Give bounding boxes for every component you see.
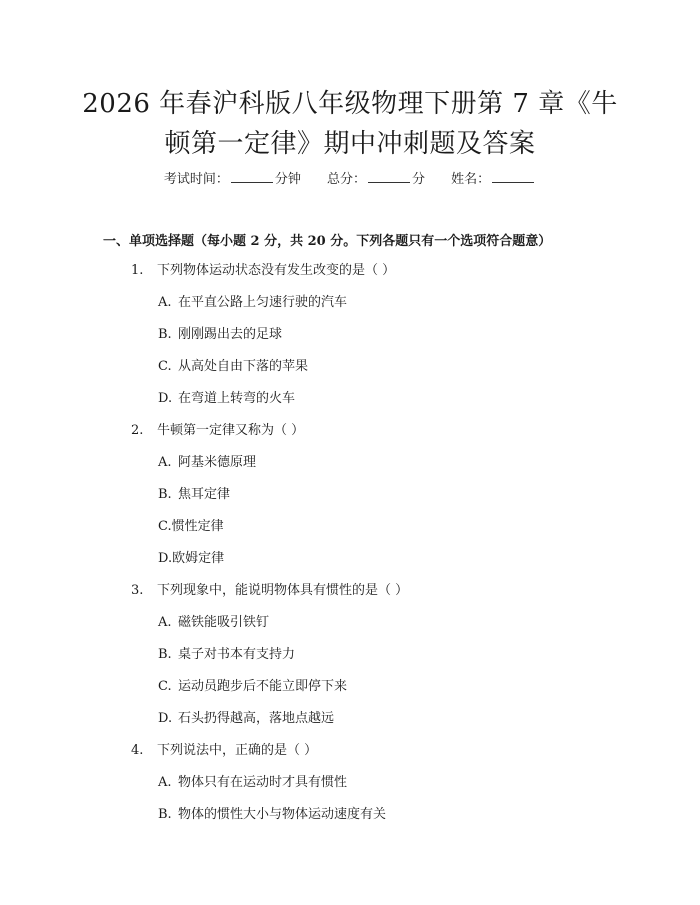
total-score-blank xyxy=(368,170,410,183)
option-label: D. xyxy=(158,391,173,406)
question-text: 牛顿第一定律又称为（ ） xyxy=(157,423,305,438)
question-number: 3. xyxy=(131,583,144,598)
option-text: 物体只有在运动时才具有惯性 xyxy=(178,775,348,790)
total-score-field xyxy=(327,168,425,187)
option-label: C. xyxy=(158,359,172,374)
option-label: B. xyxy=(158,327,172,342)
option-text: 刚刚踢出去的足球 xyxy=(178,327,283,342)
option-label: A. xyxy=(158,775,172,790)
question-number: 4. xyxy=(131,743,144,758)
option-label: D. xyxy=(158,711,173,726)
option-text: 运动员跑步后不能立即停下来 xyxy=(178,679,348,694)
option-text: 桌子对书本有支持力 xyxy=(178,647,296,662)
option-text: 在平直公路上匀速行驶的汽车 xyxy=(178,295,348,310)
option-text: 焦耳定律 xyxy=(178,487,231,502)
question-2-option-a xyxy=(158,454,256,472)
student-name-label: 姓名： xyxy=(451,172,491,187)
question-text: 下列说法中，正确的是（ ） xyxy=(157,743,318,758)
question-3-option-c xyxy=(158,678,347,696)
student-name-blank xyxy=(492,170,534,183)
question-1-option-c xyxy=(158,358,308,376)
option-text: 阿基米德原理 xyxy=(178,455,257,470)
option-label: A. xyxy=(158,455,172,470)
title-line-1: 2026 年春沪科版八年级物理下册第 7 章《牛 xyxy=(82,89,618,119)
question-3 xyxy=(131,582,408,600)
section-heading: 一、单项选择题（每小题 2 分，共 20 分。下列各题只有一个选项符合题意） xyxy=(103,234,552,249)
option-label: A. xyxy=(158,615,172,630)
student-name-field xyxy=(451,168,536,187)
option-label: C. xyxy=(158,519,172,534)
exam-time-blank xyxy=(231,170,273,183)
question-2 xyxy=(131,422,304,440)
question-3-option-d xyxy=(158,710,334,728)
option-text: 在弯道上转弯的火车 xyxy=(178,391,296,406)
option-text: 石头扔得越高，落地点越远 xyxy=(178,711,335,726)
total-score-unit: 分 xyxy=(412,172,426,187)
question-number: 2. xyxy=(131,423,144,438)
question-number: 1. xyxy=(131,263,144,278)
option-label: B. xyxy=(158,807,172,822)
question-4-option-b xyxy=(158,806,386,824)
option-text: 惯性定律 xyxy=(171,519,224,534)
exam-time-field xyxy=(164,168,301,187)
question-text: 下列现象中，能说明物体具有惯性的是（ ） xyxy=(157,583,409,598)
question-3-option-a xyxy=(158,614,269,632)
option-text: 欧姆定律 xyxy=(172,551,225,566)
question-2-option-c xyxy=(158,518,224,536)
question-4 xyxy=(131,742,317,760)
exam-time-unit: 分钟 xyxy=(274,172,301,187)
option-text: 物体的惯性大小与物体运动速度有关 xyxy=(178,807,387,822)
option-text: 从高处自由下落的苹果 xyxy=(178,359,309,374)
exam-info-line xyxy=(0,168,700,187)
question-2-option-b xyxy=(158,486,230,504)
option-label: C. xyxy=(158,679,172,694)
option-label: B. xyxy=(158,647,172,662)
question-4-option-a xyxy=(158,774,347,792)
question-1-option-a xyxy=(158,294,347,312)
option-text: 磁铁能吸引铁钉 xyxy=(178,615,270,630)
question-text: 下列物体运动状态没有发生改变的是（ ） xyxy=(157,263,396,278)
exam-time-label: 考试时间： xyxy=(163,172,229,187)
title-line-2: 顿第一定律》期中冲刺题及答案 xyxy=(164,129,536,159)
document-title xyxy=(60,84,640,164)
option-label: B. xyxy=(158,487,172,502)
option-label: D. xyxy=(158,551,173,566)
question-2-option-d xyxy=(158,550,224,568)
question-1-option-b xyxy=(158,326,282,344)
total-score-label: 总分： xyxy=(326,172,366,187)
question-1-option-d xyxy=(158,390,295,408)
question-3-option-b xyxy=(158,646,295,664)
question-1 xyxy=(131,262,395,280)
option-label: A. xyxy=(158,295,172,310)
